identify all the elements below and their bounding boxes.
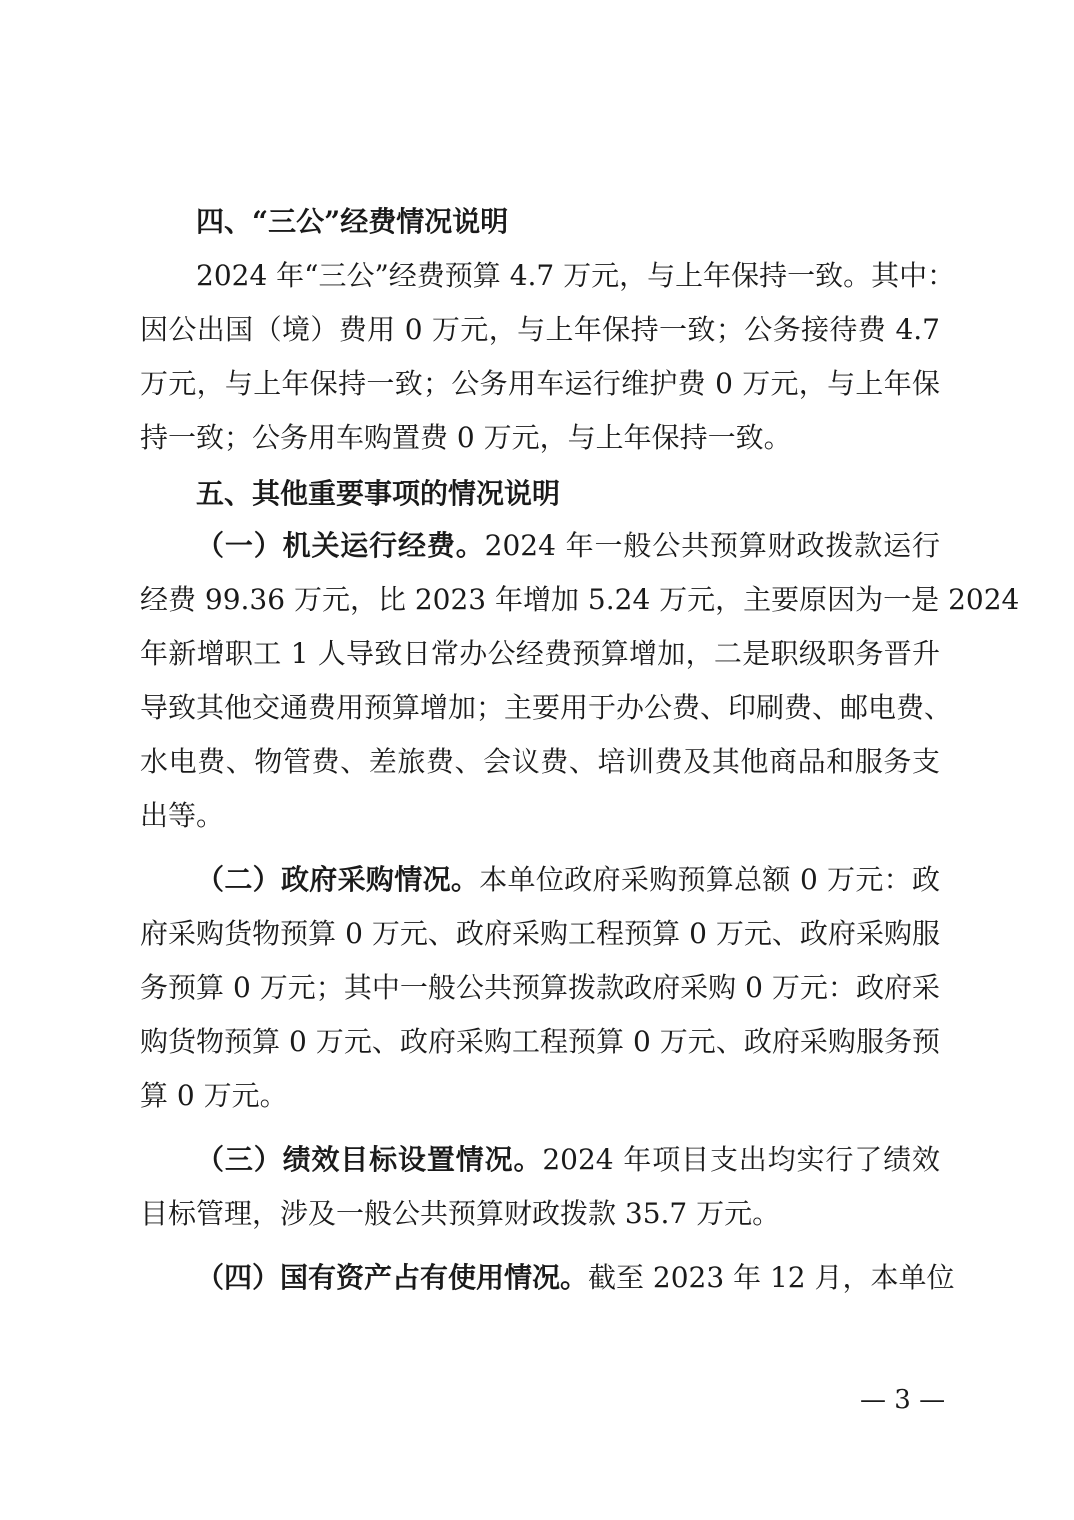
paragraph-line: 府采购货物预算 0 万元、政府采购工程预算 0 万元、政府采购服 [140,917,940,950]
paragraph-line [196,860,940,900]
paragraph-text: 截至 2023 年 12 月，本单位 [588,1261,955,1294]
paragraph-text: 2024 年项目支出均实行了绩效 [542,1143,940,1176]
paragraph-line [196,1140,940,1180]
paragraph-text: 2024 年一般公共预算财政拨款运行 [484,529,940,562]
paragraph-line: 水电费、物管费、差旅费、会议费、培训费及其他商品和服务支 [140,745,940,778]
paragraph-line: 万元，与上年保持一致；公务用车运行维护费 0 万元，与上年保 [140,367,940,400]
section-heading-other-matters: 五、其他重要事项的情况说明 [196,477,561,510]
paragraph-line: 目标管理，涉及一般公共预算财政拨款 35.7 万元。 [140,1197,781,1230]
section-heading-san-gong: 四、“三公”经费情况说明 [196,205,509,238]
paragraph-line [196,1258,955,1298]
paragraph-line: 因公出国（境）费用 0 万元，与上年保持一致；公务接待费 4.7 [140,313,940,346]
paragraph-line: 务预算 0 万元；其中一般公共预算拨款政府采购 0 万元：政府采 [140,971,940,1004]
paragraph-line: 购货物预算 0 万元、政府采购工程预算 0 万元、政府采购服务预 [140,1025,940,1058]
paragraph-line: 算 0 万元。 [140,1079,288,1112]
paragraph-line: 年新增职工 1 人导致日常办公经费预算增加，二是职级职务晋升 [140,637,940,670]
paragraph-line: 2024 年“三公”经费预算 4.7 万元，与上年保持一致。其中： [196,259,956,292]
paragraph-line [196,526,940,566]
paragraph-line: 导致其他交通费用预算增加；主要用于办公费、印刷费、邮电费、 [140,691,953,724]
paragraph-line: 经费 99.36 万元，比 2023 年增加 5.24 万元，主要原因为一是 2024 [140,583,1020,616]
paragraph-text: 本单位政府采购预算总额 0 万元：政 [479,863,940,896]
subsection-label-operating-funds: （一）机关运行经费。 [196,529,485,562]
page-number: — 3 — [860,1385,946,1415]
paragraph-line: 持一致；公务用车购置费 0 万元，与上年保持一致。 [140,421,792,454]
subsection-label-procurement: （二）政府采购情况。 [196,863,480,896]
subsection-label-performance: （三）绩效目标设置情况。 [196,1143,543,1176]
paragraph-line: 出等。 [140,799,225,832]
subsection-label-state-assets: （四）国有资产占有使用情况。 [196,1261,589,1294]
